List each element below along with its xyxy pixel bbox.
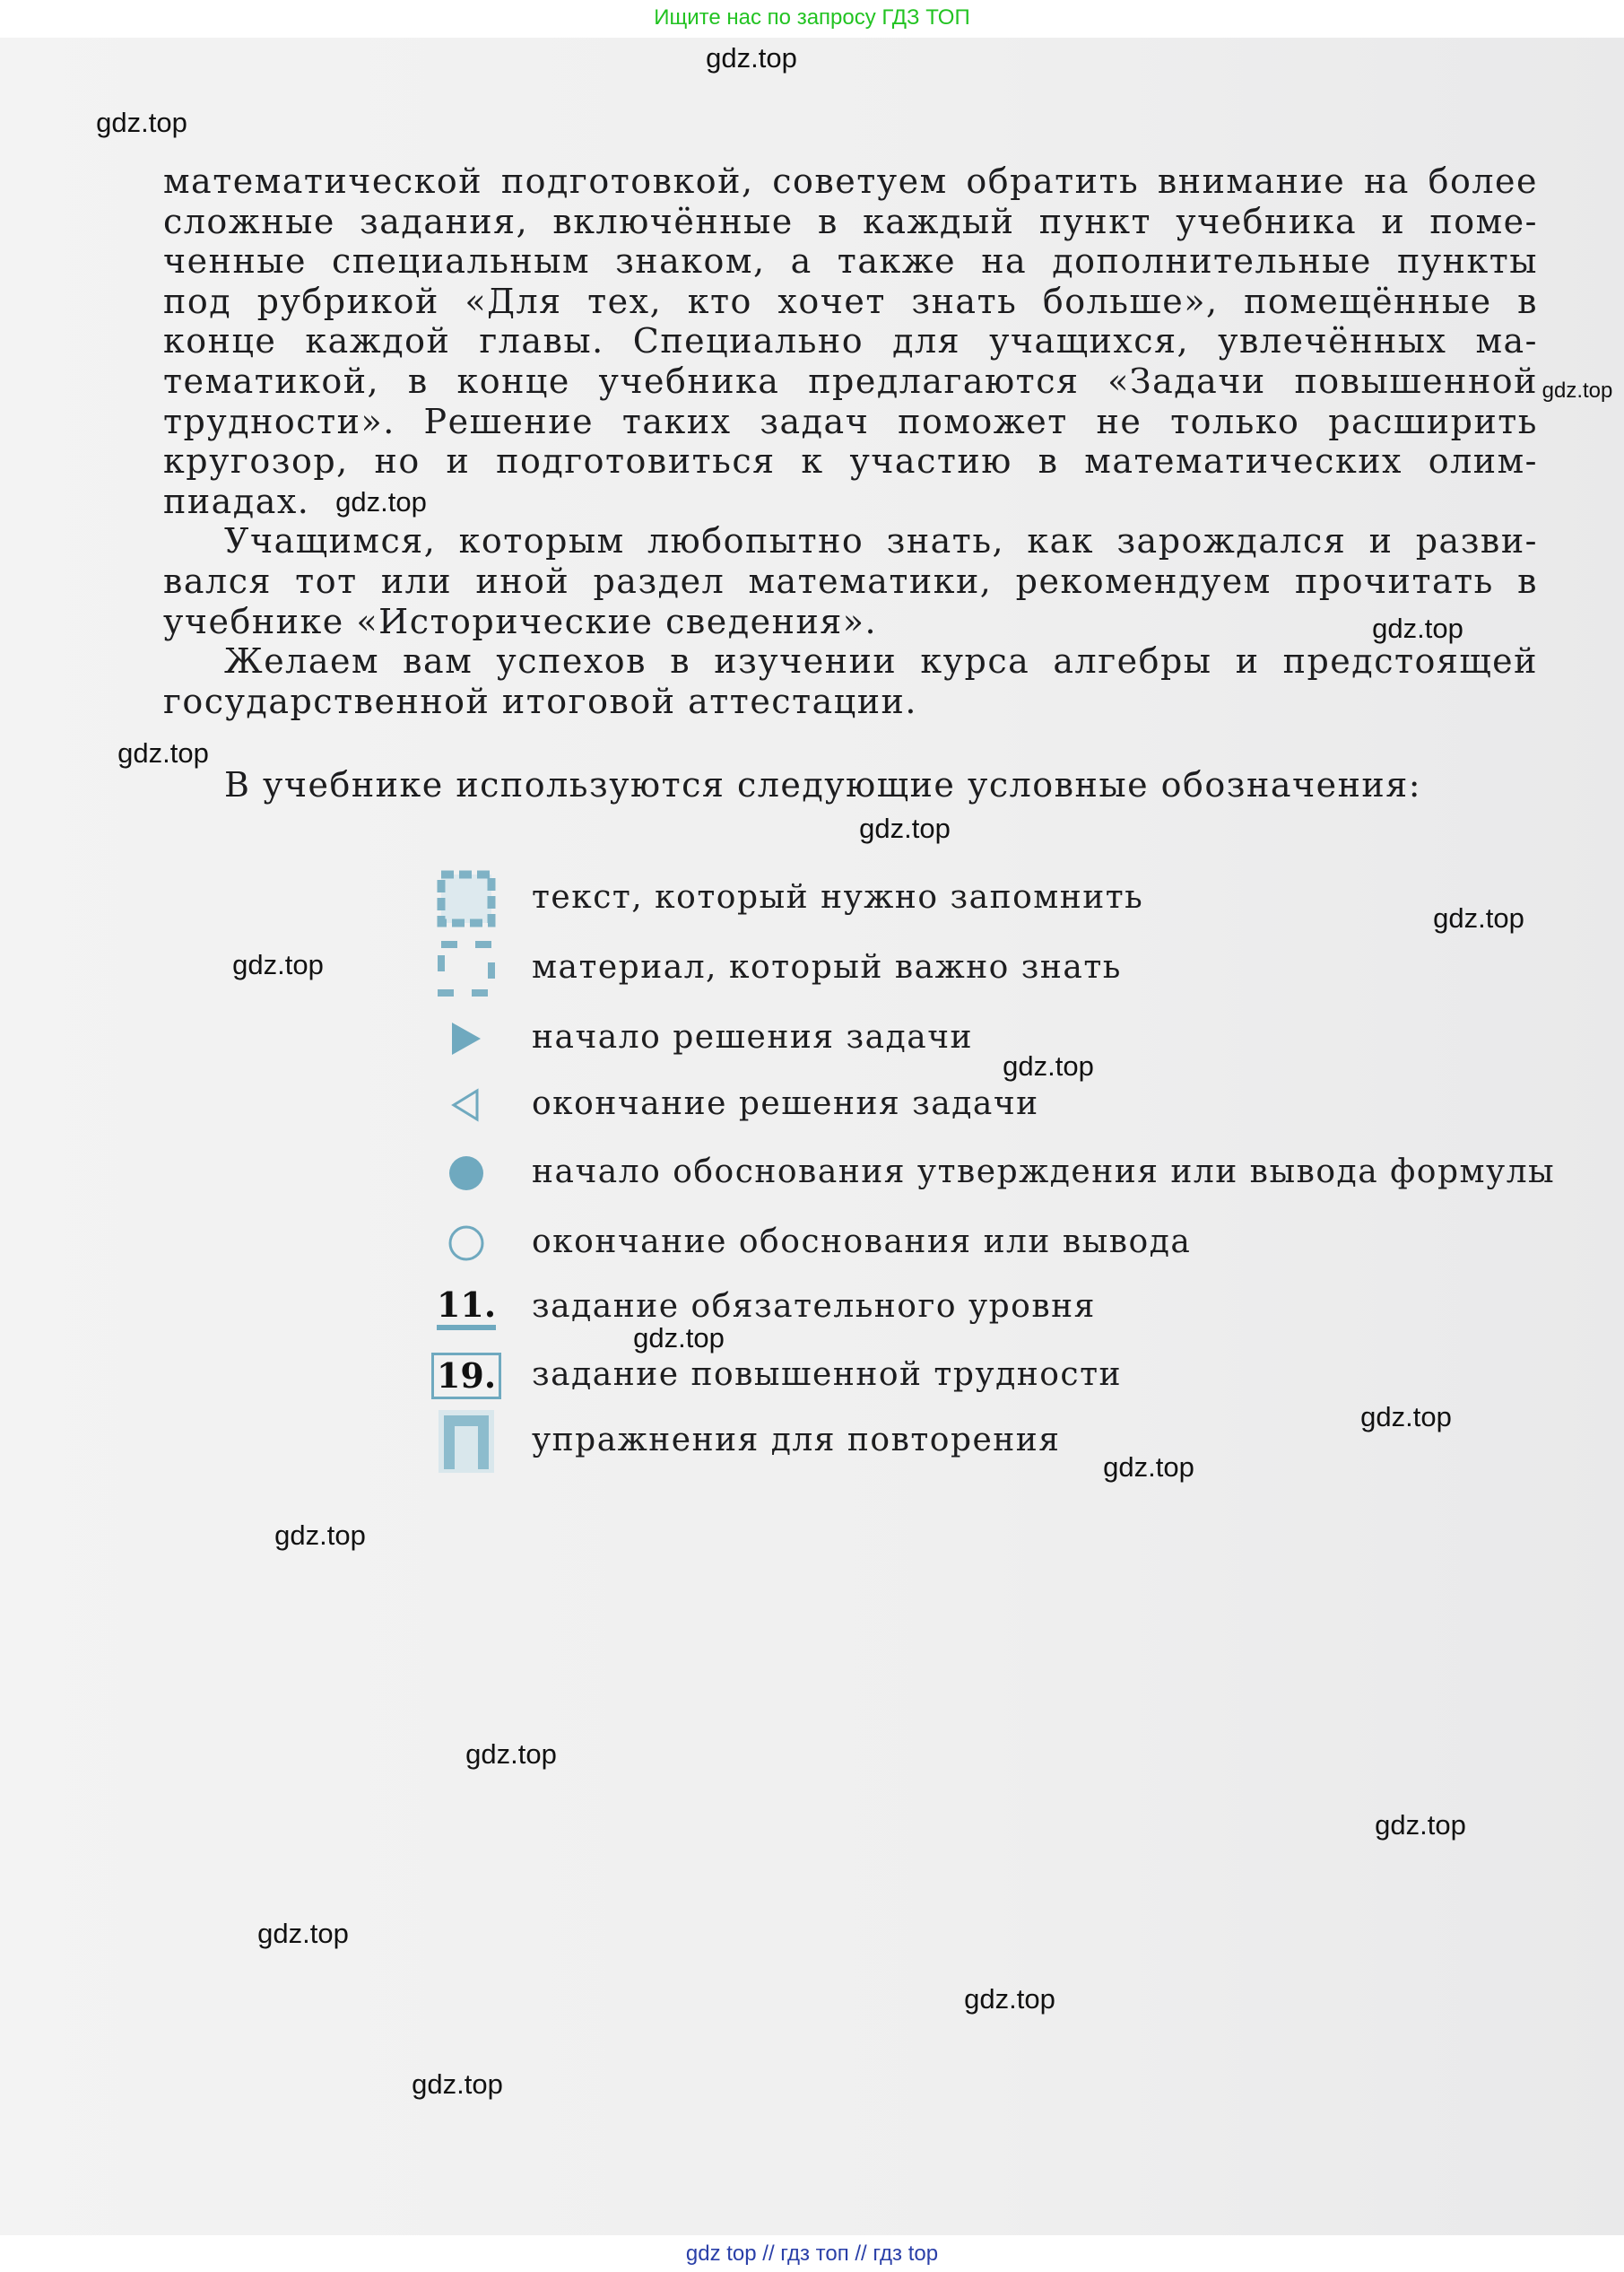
watermark: gdz.top xyxy=(274,1519,366,1551)
outline-circle-icon xyxy=(430,1216,502,1270)
text-line: Желаем вам успехов в изучении курса алгебры и предстоящей xyxy=(224,641,1538,682)
watermark: gdz.top xyxy=(96,107,187,138)
dashed-square-dense-icon xyxy=(430,872,502,926)
watermark: gdz.top xyxy=(1433,902,1524,934)
text-line: математической подготовкой, советуем обратить внимание на более xyxy=(163,161,1538,201)
legend-item xyxy=(430,1078,1596,1132)
legend-label: окончание решения задачи xyxy=(532,1085,1039,1122)
text-line: учебнике «Исторические сведения». xyxy=(163,601,878,641)
text-line: кругозор, но и подготовиться к участию в математических олим- xyxy=(163,441,1538,482)
legend-label: упражнения для повторения xyxy=(532,1422,1061,1458)
watermark: gdz.top xyxy=(335,486,427,518)
text-line: пиадах. xyxy=(163,481,310,521)
text-line: тематикой, в конце учебника предлагаются «Задачи повышенной xyxy=(163,361,1538,401)
text-line: ченные специальным знаком, а также на дополнительные пункты xyxy=(163,241,1538,282)
watermark: gdz.top xyxy=(257,1918,349,1949)
legend-label: начало решения задачи xyxy=(532,1019,973,1056)
body-text xyxy=(163,161,1538,721)
legend-label: задание обязательного уровня xyxy=(532,1288,1096,1325)
legend-heading: В учебнике используются следующие условные обозначения: xyxy=(224,765,1422,805)
watermark: gdz.top xyxy=(1360,1401,1452,1432)
text-line: трудности». Решение таких задач поможет не только расширить xyxy=(163,401,1538,441)
text-line: конце каждой главы. Специально для учащихся, увлечённых ма- xyxy=(163,321,1538,361)
outline-triangle-icon xyxy=(430,1078,502,1132)
watermark: gdz.top xyxy=(1541,379,1613,403)
legend-item xyxy=(430,1216,1596,1270)
banner-text: Ищите нас по запросу ГДЗ ТОП xyxy=(654,5,970,30)
text-line: государственной итоговой аттестации. xyxy=(163,681,917,721)
letter-p-icon xyxy=(430,1415,502,1468)
legend-item xyxy=(430,942,1596,996)
filled-circle-icon xyxy=(430,1146,502,1200)
watermark: gdz.top xyxy=(1003,1050,1094,1082)
footer-text: gdz top // гдз топ // гдз top xyxy=(685,2242,939,2266)
watermark: gdz.top xyxy=(1372,613,1463,644)
watermark: gdz.top xyxy=(633,1322,725,1354)
watermark: gdz.top xyxy=(1375,1809,1466,1841)
legend-item xyxy=(430,872,1596,926)
legend-label: текст, который нужно запомнить xyxy=(532,879,1144,916)
legend-label: материал, который важно знать xyxy=(532,949,1122,986)
underlined-number-icon: 11. xyxy=(430,1281,502,1335)
footer xyxy=(0,2235,1624,2272)
watermark: gdz.top xyxy=(412,2068,503,2100)
text-line: сложные задания, включённые в каждый пункт учебника и поме- xyxy=(163,201,1538,241)
legend-label: начало обоснования утверждения или вывода формулы xyxy=(532,1153,1556,1190)
text-line: под рубрикой «Для тех, кто хочет знать больше», помещённые в xyxy=(163,281,1538,321)
legend-label: задание повышенной трудности xyxy=(532,1356,1122,1393)
watermark: gdz.top xyxy=(706,42,797,74)
filled-triangle-icon xyxy=(430,1012,502,1066)
watermark: gdz.top xyxy=(465,1738,557,1770)
legend-item xyxy=(430,1281,1596,1335)
watermark: gdz.top xyxy=(117,737,209,769)
watermark: gdz.top xyxy=(232,949,324,980)
top-banner xyxy=(0,0,1624,38)
watermark: gdz.top xyxy=(964,1983,1055,2015)
watermark: gdz.top xyxy=(859,813,951,844)
watermark: gdz.top xyxy=(1103,1451,1194,1483)
dashed-square-corners-icon xyxy=(430,942,502,996)
text-line: Учащимся, которым любопытно знать, как зарождался и разви- xyxy=(224,521,1538,561)
legend-label: окончание обоснования или вывода xyxy=(532,1223,1192,1260)
boxed-number-icon: 19. xyxy=(430,1349,502,1403)
legend-item xyxy=(430,1349,1596,1403)
legend-item xyxy=(430,1146,1596,1200)
text-line: вался тот или иной раздел математики, рекомендуем прочитать в xyxy=(163,561,1538,601)
